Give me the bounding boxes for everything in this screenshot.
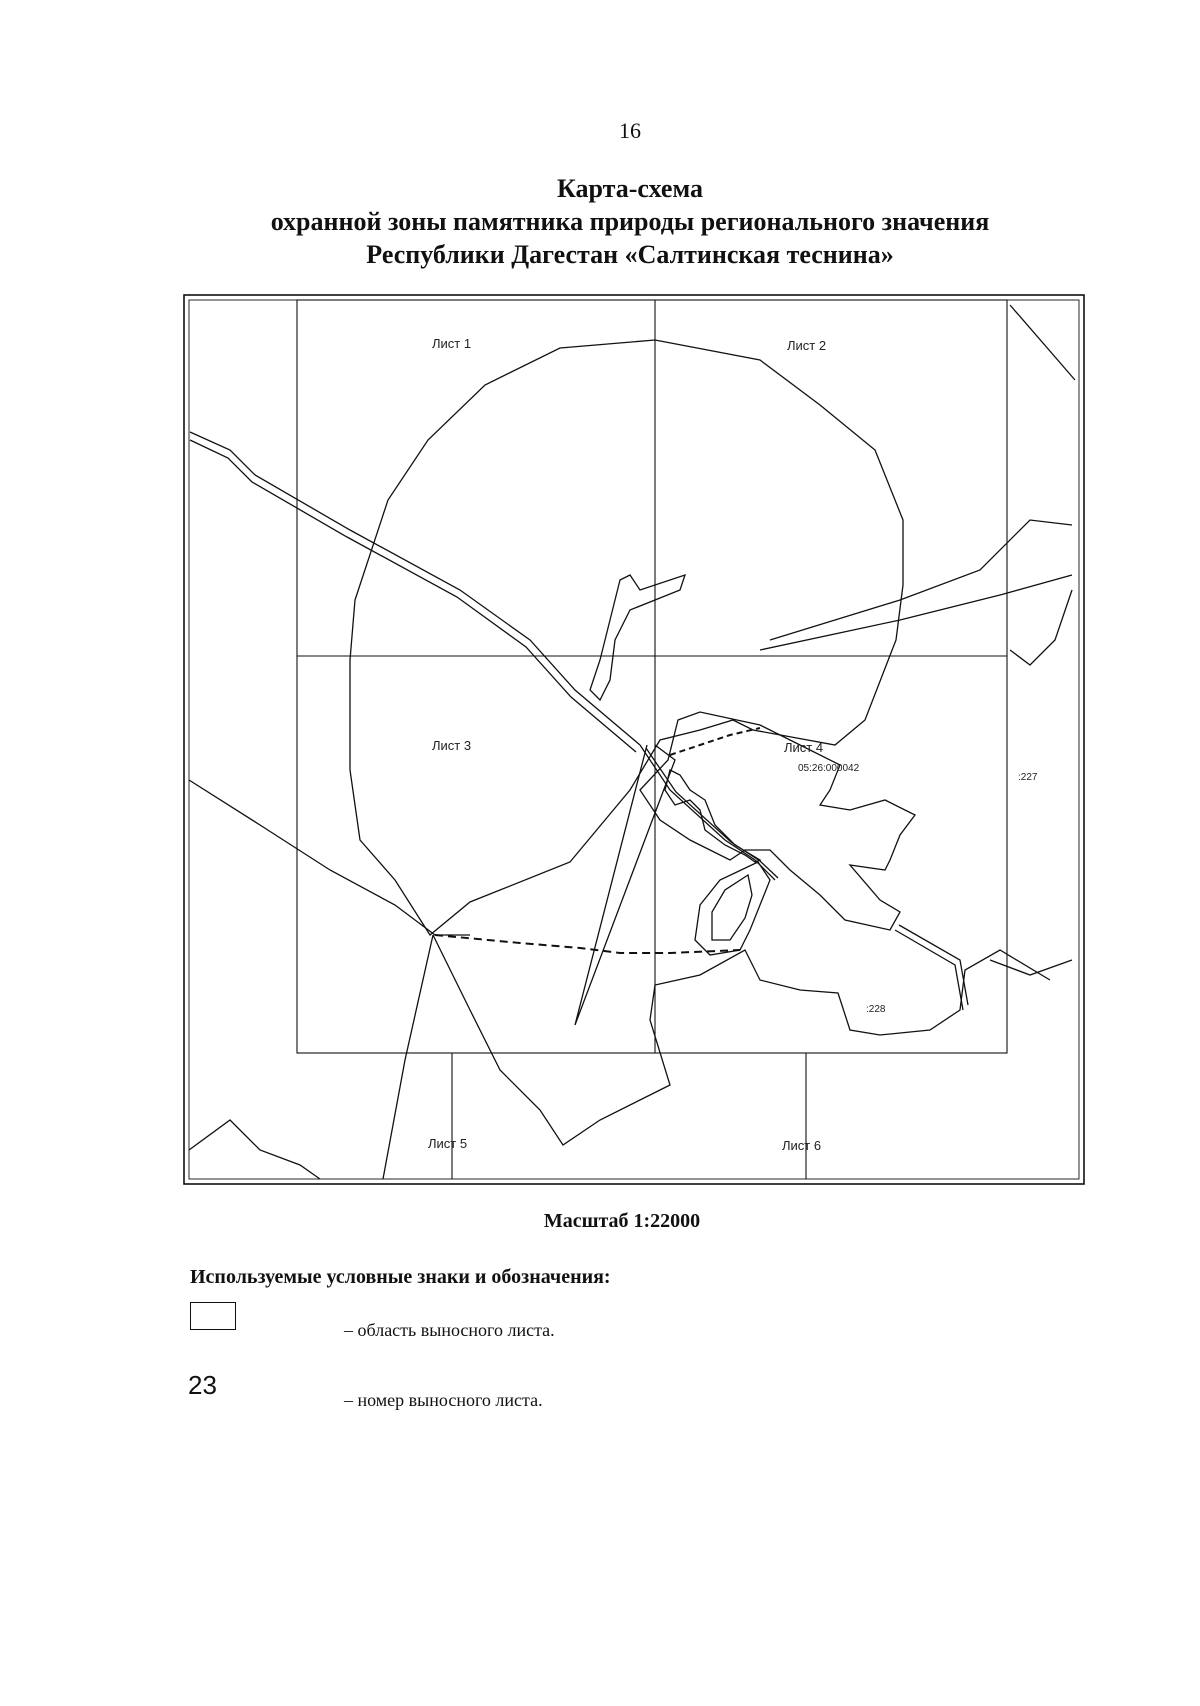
east-line-edge: [899, 925, 968, 1005]
sheet-label-5: Лист 5: [428, 1136, 468, 1151]
map-scale: Масштаб 1:22000: [543, 1210, 701, 1232]
sheet-label-6: Лист 6: [782, 1138, 822, 1153]
title-line-2: охранной зоны памятника природы регионального значения: [270, 207, 990, 236]
parcel-label-south: :228: [866, 1004, 886, 1015]
sheet-label-4: Лист 4: [784, 740, 824, 755]
se-boundary: [990, 960, 1072, 975]
river: [590, 575, 685, 700]
legend-sheet-number-symbol: 23: [188, 1370, 217, 1400]
parcel-05-26-000042: [640, 712, 915, 930]
legend-sheet-area-symbol: [190, 1302, 236, 1330]
legend-sheet-number-description: – номер выносного листа.: [344, 1390, 543, 1410]
sheet-area-frame: [297, 300, 1007, 1053]
sheet-label-2: Лист 2: [787, 338, 827, 353]
diagonal-line-west: [383, 935, 433, 1179]
parcel-label-east: :227: [1018, 772, 1038, 783]
page-number: 16: [619, 118, 641, 143]
sheet-label-3: Лист 3: [432, 738, 472, 753]
parcel-label-main: 05:26:000042: [798, 763, 860, 774]
title-line-1: Карта-схема: [557, 174, 703, 203]
ne-boundary-2: [1010, 590, 1072, 665]
river-island-inner: [712, 875, 752, 940]
legend-sheet-area-description: – область выносного листа.: [344, 1320, 555, 1340]
ne-road: [760, 575, 1072, 650]
sw-boundary: [189, 1120, 320, 1179]
ne-road-2: [770, 520, 1072, 640]
sheet-grid: [297, 300, 1007, 1179]
legend-title: Используемые условные знаки и обозначения:: [190, 1266, 611, 1288]
title-line-3: Республики Дагестан «Салтинская теснина»: [366, 240, 894, 269]
ne-boundary: [1010, 305, 1075, 380]
road-southeast: [640, 745, 775, 880]
triangle-boundary: [575, 745, 675, 1025]
dashed-boundary-north: [670, 728, 760, 755]
boundary-west: [189, 780, 470, 935]
river-lower: [665, 770, 760, 862]
sheet-label-1: Лист 1: [432, 336, 472, 351]
zone-southern-lobe: [433, 935, 1050, 1145]
river-island: [695, 862, 770, 955]
dashed-boundary: [435, 935, 740, 953]
road-edge: [190, 440, 636, 752]
